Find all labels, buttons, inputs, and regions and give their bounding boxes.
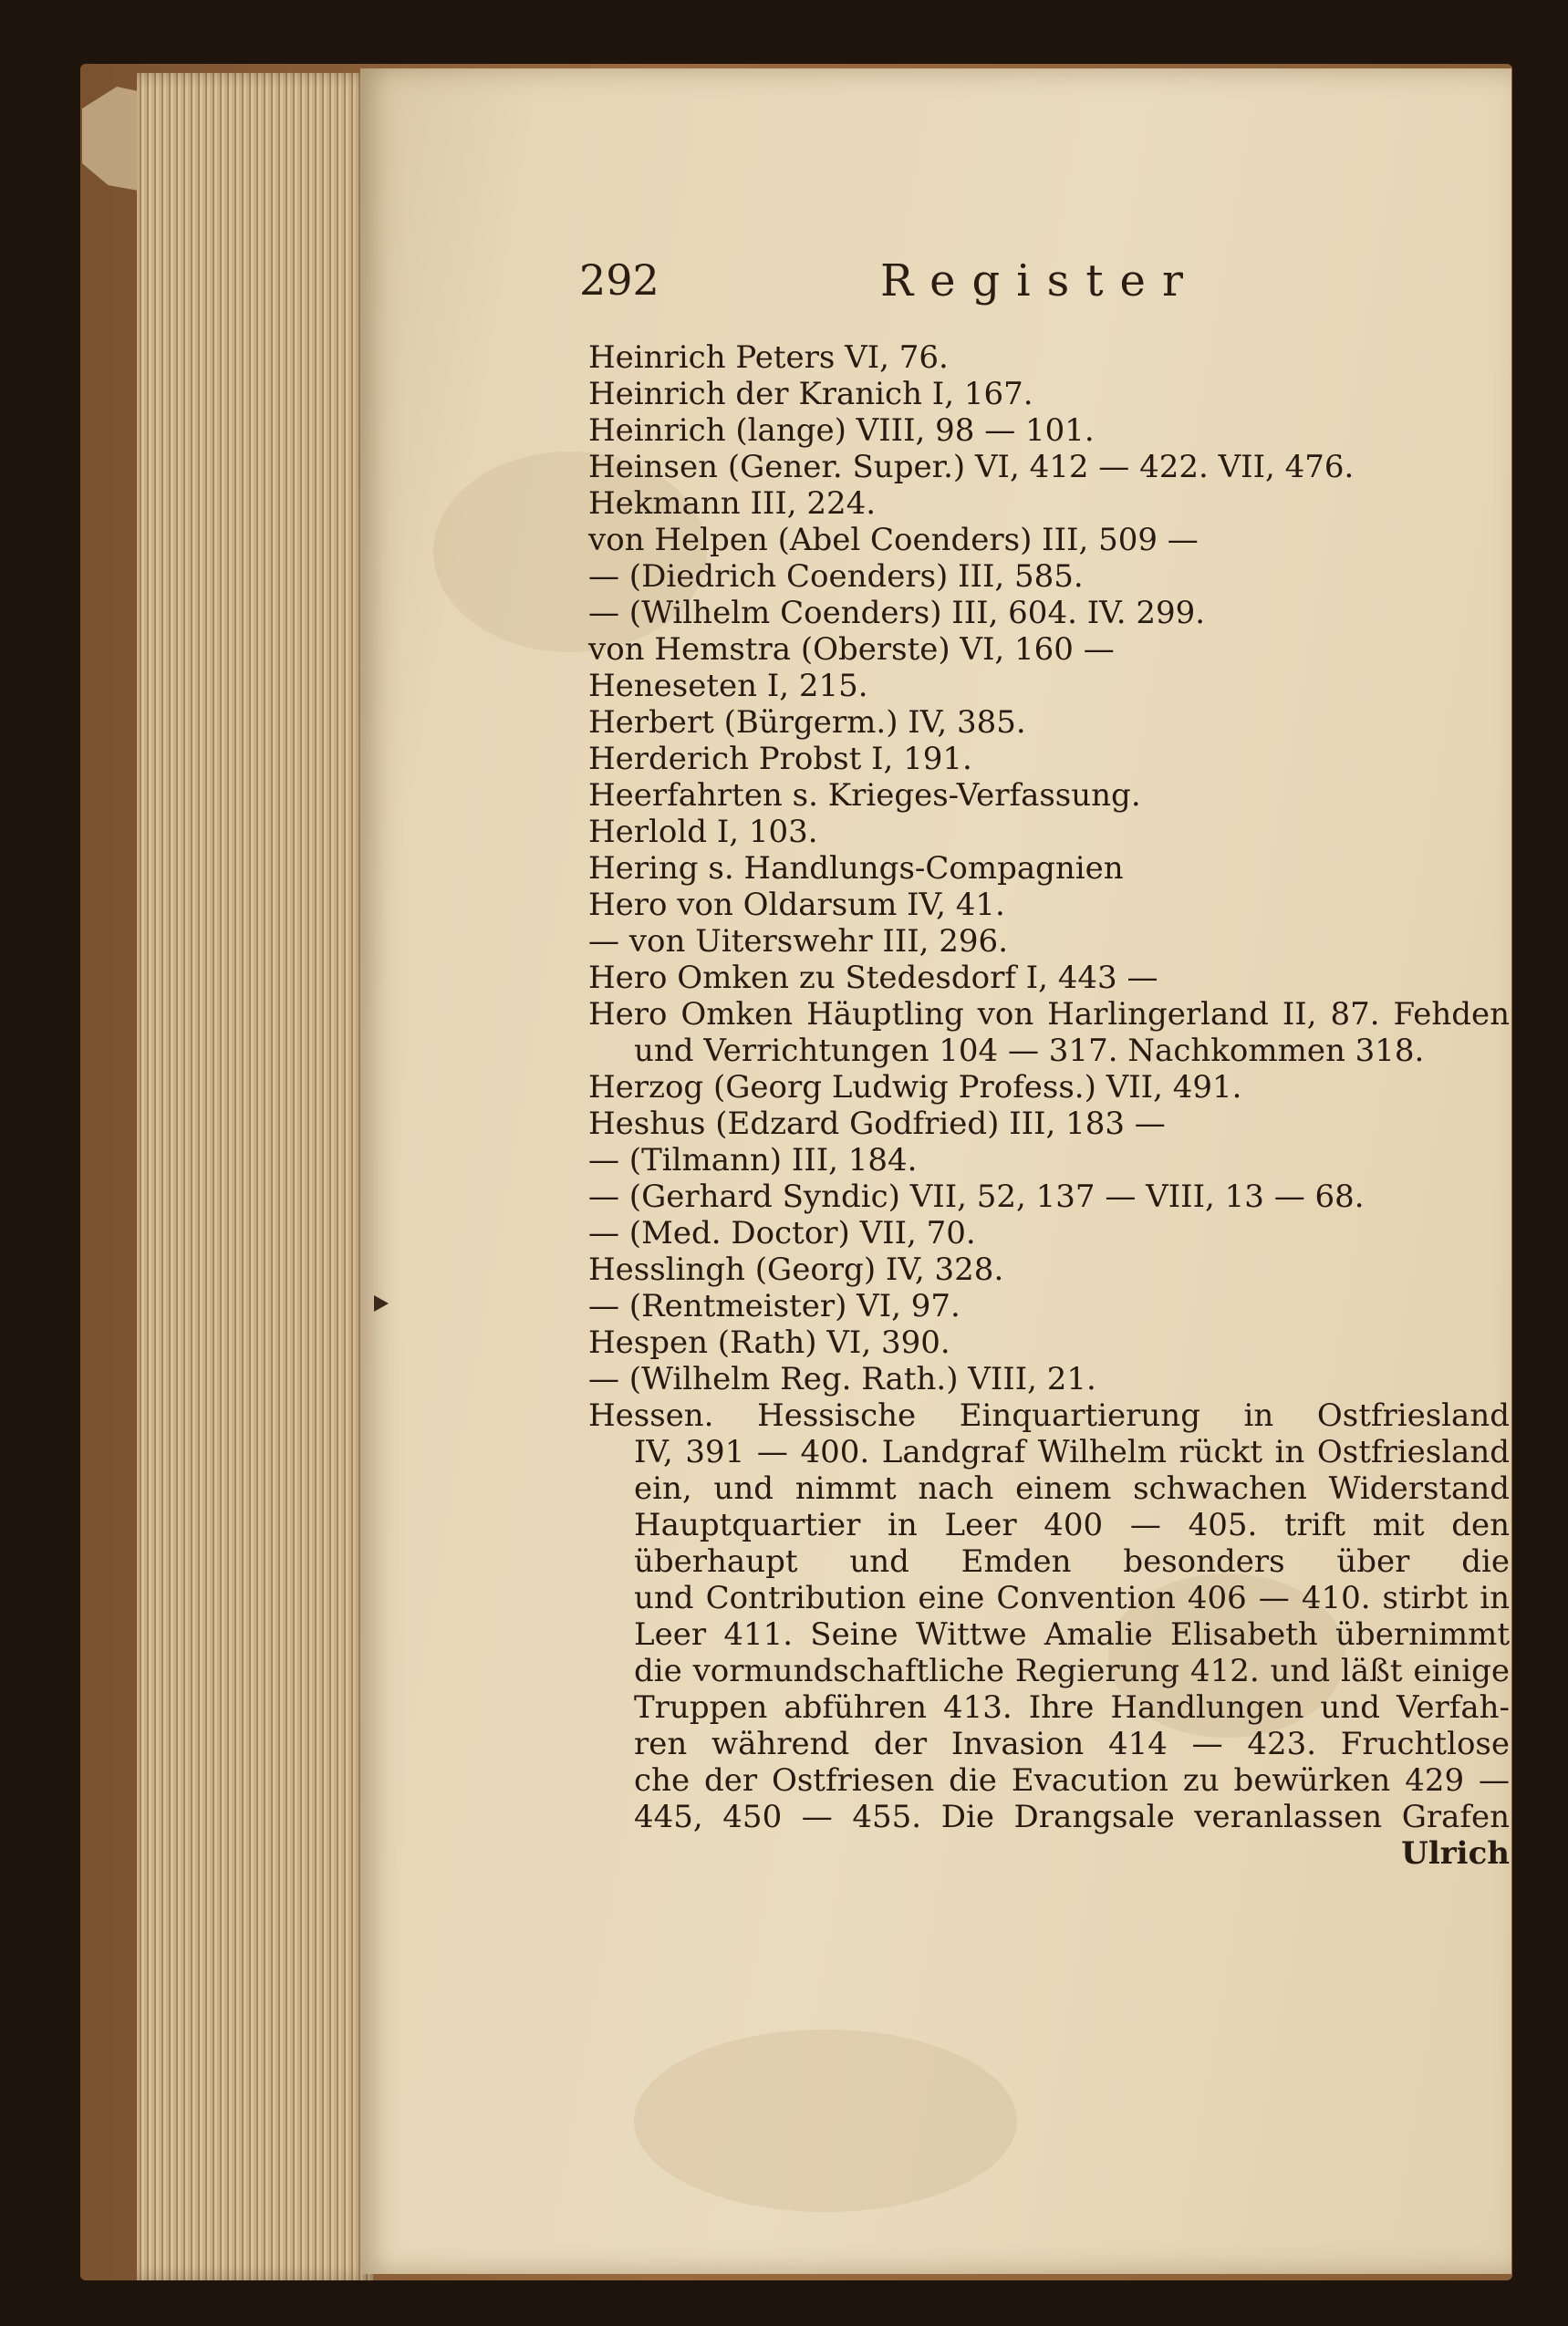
running-title: Register [880, 255, 1199, 306]
register-entry: — von Uiterswehr III, 296. [588, 923, 1008, 960]
register-entry: überhaupt und Emden besonders über die [634, 1543, 1510, 1580]
register-entry: Heinrich der Kranich I, 167. [588, 376, 1033, 412]
register-entry: Heerfahrten s. Krieges-Verfassung. [588, 777, 1141, 814]
register-entry: Hero Omken zu Stedesdorf I, 443 — [588, 960, 1158, 996]
catchword: Ulrich [1401, 1835, 1510, 1872]
register-entry: von Hemstra (Oberste) VI, 160 — [588, 631, 1115, 668]
register-entry: Herlold I, 103. [588, 814, 818, 850]
register-entries [588, 339, 1510, 1872]
register-entry: Heinsen (Gener. Super.) VI, 412 — 422. VII, 476. [588, 449, 1355, 485]
register-entry: ein, und nimmt nach einem schwachen Widerstand [634, 1470, 1510, 1507]
register-entry: Hero von Oldarsum IV, 41. [588, 887, 1005, 923]
register-entry: Heshus (Edzard Godfried) III, 183 — [588, 1106, 1166, 1142]
register-entry: Herzog (Georg Ludwig Profess.) VII, 491. [588, 1069, 1242, 1106]
register-entry: — (Med. Doctor) VII, 70. [588, 1215, 976, 1251]
register-entry: Hessen. Hessische Einquartierung in Ostfriesland [588, 1397, 1510, 1434]
page-edges [137, 73, 374, 2280]
margin-mark-icon [374, 1295, 389, 1312]
page-number: 292 [579, 255, 659, 305]
register-entry: 445, 450 — 455. Die Drangsale veranlassen Grafen [634, 1799, 1510, 1835]
paper-stain [634, 2030, 1017, 2212]
register-entry: Leer 411. Seine Wittwe Amalie Elisabeth übernimmt [634, 1616, 1510, 1653]
register-entry: — (Wilhelm Reg. Rath.) VIII, 21. [588, 1361, 1096, 1397]
register-entry: — (Diedrich Coenders) III, 585. [588, 558, 1084, 595]
register-entry: Herderich Probst I, 191. [588, 741, 972, 777]
register-entry: — (Wilhelm Coenders) III, 604. IV. 299. [588, 595, 1206, 631]
register-entry: Heneseten I, 215. [588, 668, 868, 704]
register-entry: Herbert (Bürgerm.) IV, 385. [588, 704, 1026, 741]
register-entry: Hering s. Handlungs-Compagnien [588, 850, 1124, 887]
register-entry: Heinrich (lange) VIII, 98 — 101. [588, 412, 1095, 449]
register-entry: Heinrich Peters VI, 76. [588, 339, 949, 376]
register-entry: von Helpen (Abel Coenders) III, 509 — [588, 522, 1199, 558]
register-entry: Hespen (Rath) VI, 390. [588, 1324, 950, 1361]
register-entry: — (Rentmeister) VI, 97. [588, 1288, 961, 1324]
register-entry: und Verrichtungen 104 — 317. Nachkommen 318. [634, 1033, 1425, 1069]
register-entry: — (Tilmann) III, 184. [588, 1142, 918, 1179]
register-entry: che der Ostfriesen die Evacution zu bewürken 429 — [634, 1762, 1510, 1799]
register-entry: und Contribution eine Convention 406 — 410. stirbt in [634, 1580, 1510, 1616]
register-entry: Hekmann III, 224. [588, 485, 877, 522]
register-entry: Hauptquartier in Leer 400 — 405. trift mit den [634, 1507, 1510, 1543]
register-entry: die vormundschaftliche Regierung 412. und läßt einige [634, 1653, 1510, 1689]
register-entry: Truppen abführen 413. Ihre Handlungen und Verfah- [634, 1689, 1510, 1726]
register-entry: ren während der Invasion 414 — 423. Fruchtlose [634, 1726, 1510, 1762]
register-entry: IV, 391 — 400. Landgraf Wilhelm rückt in Ostfriesland [634, 1434, 1510, 1470]
register-entry: Hesslingh (Georg) IV, 328. [588, 1251, 1004, 1288]
register-entry: — (Gerhard Syndic) VII, 52, 137 — VIII, 13 — 68. [588, 1179, 1365, 1215]
register-entry: Hero Omken Häuptling von Harlingerland II, 87. Fehden [588, 996, 1510, 1033]
page-header [579, 255, 1309, 319]
